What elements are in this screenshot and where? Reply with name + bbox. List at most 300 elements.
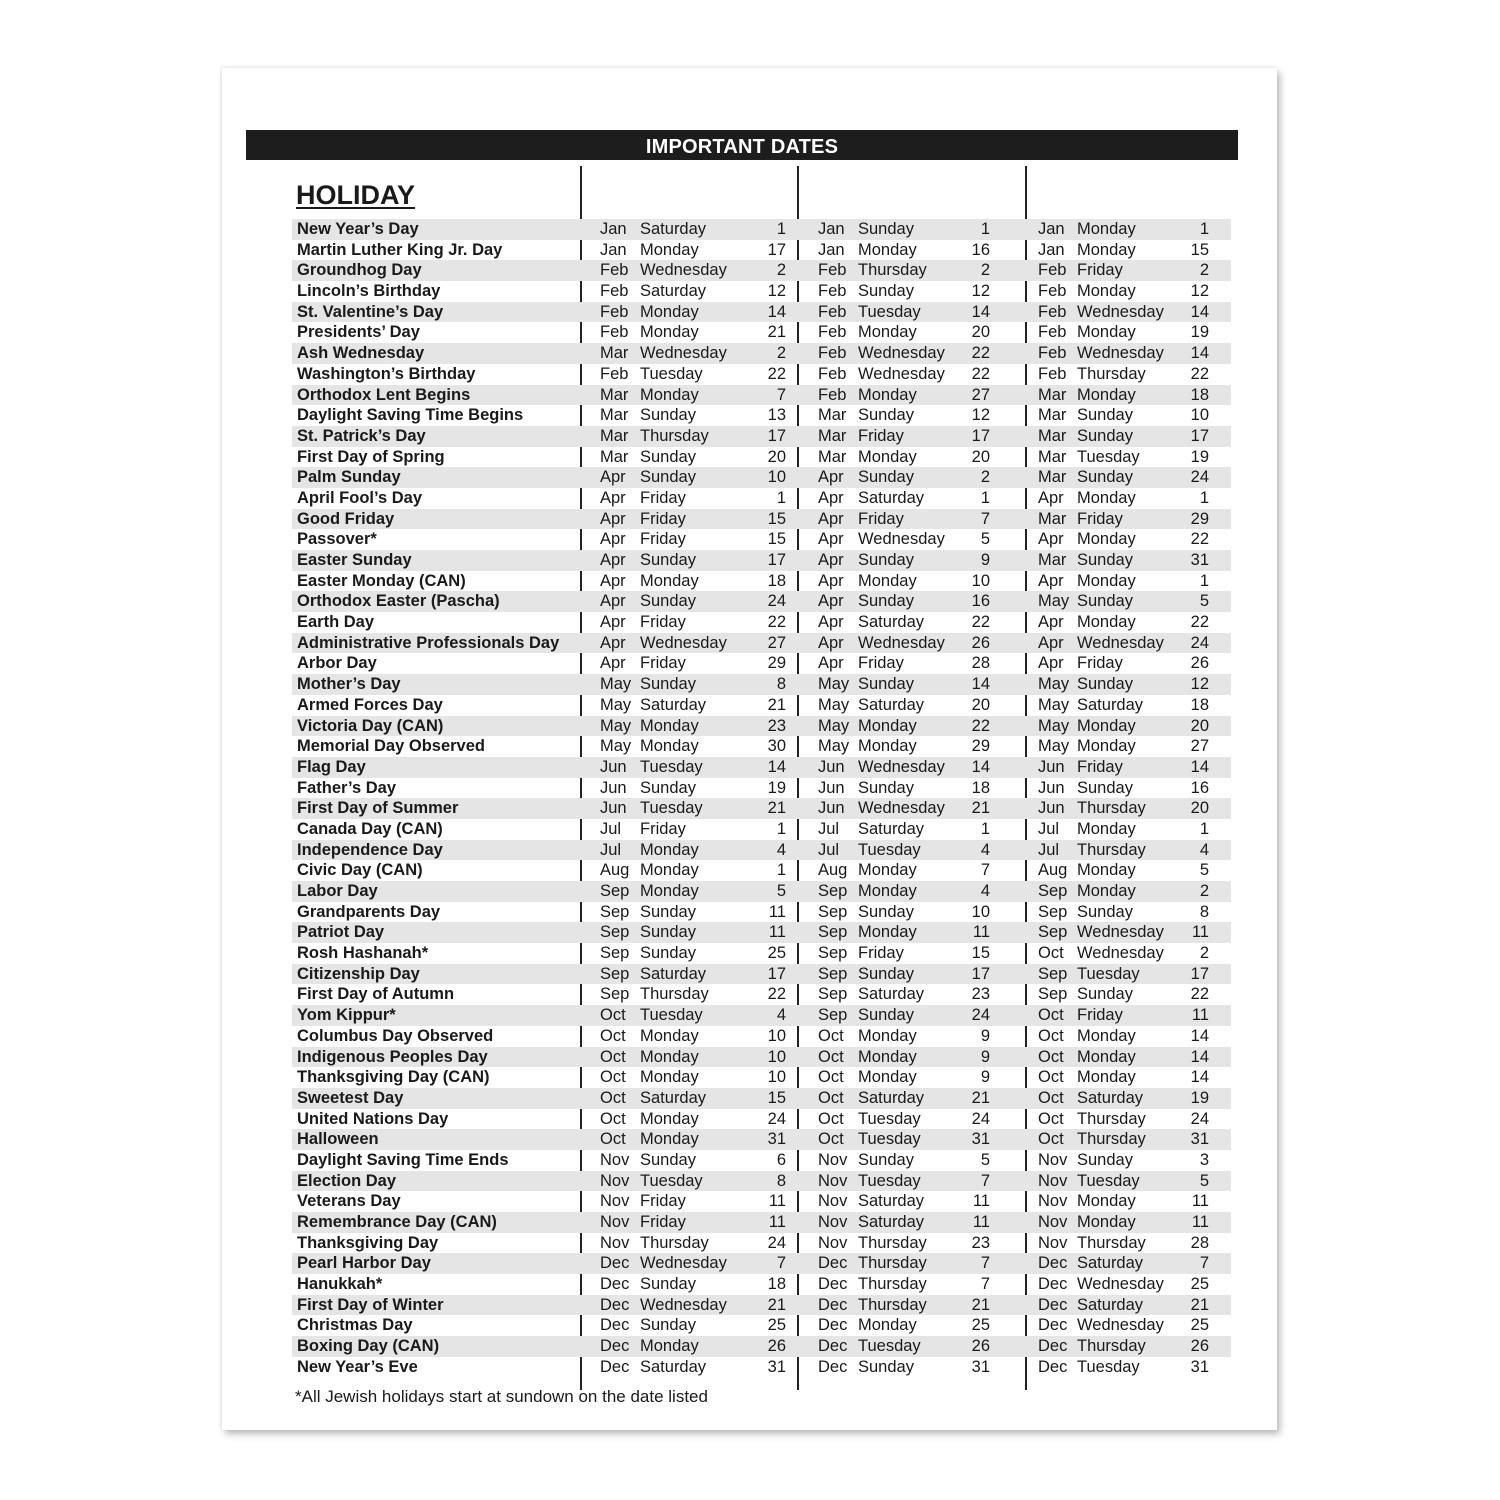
year-2-day: 23 [971,985,990,1004]
year-3-month: Apr [1038,633,1064,652]
year-3-day: 3 [1199,1150,1209,1169]
year-1-day: 11 [768,1192,786,1211]
holiday-name: Canada Day (CAN) [297,819,443,838]
year-2-weekday: Wednesday [858,344,945,363]
holiday-row [292,819,1231,840]
year-3-weekday: Wednesday [1077,923,1164,942]
year-1-day: 20 [767,447,786,466]
year-2-weekday: Sunday [858,592,914,611]
year-1-month: Jul [600,819,622,838]
year-2-day: 1 [980,819,990,838]
year-3-month: Oct [1038,1047,1064,1066]
year-3-weekday: Tuesday [1077,1357,1140,1376]
year-3-month: Nov [1038,1171,1068,1190]
holiday-row [292,922,1231,943]
year-2-weekday: Sunday [858,406,914,425]
year-2-month: Sep [818,944,848,963]
year-1-day: 15 [767,530,786,549]
year-3-weekday: Saturday [1077,1295,1144,1314]
year-1-day: 2 [776,261,786,280]
year-3-weekday: Monday [1077,737,1136,756]
year-3-month: Dec [1038,1337,1068,1356]
year-1-month: Jan [600,220,627,238]
year-3-weekday: Sunday [1077,902,1133,921]
year-1-weekday: Sunday [640,1275,696,1294]
holiday-row [292,984,1231,1005]
year-2-month: Nov [818,1171,848,1190]
year-2-weekday: Sunday [858,778,914,797]
year-2-day: 22 [971,613,990,632]
year-1-day: 18 [767,1275,786,1294]
year-3-month: Mar [1038,551,1067,569]
year-3-month: May [1038,675,1070,694]
year-3-month: Nov [1038,1213,1068,1231]
year-3-weekday: Monday [1077,1026,1136,1045]
year-1-weekday: Sunday [640,1150,696,1169]
year-1-day: 4 [776,840,786,859]
year-2-day: 21 [971,1295,990,1314]
year-3-month: Mar [1038,468,1067,487]
year-1-weekday: Wednesday [640,633,727,652]
holiday-row [292,343,1231,364]
holiday-row [292,591,1231,612]
year-2-weekday: Friday [858,426,904,445]
holiday-name: Groundhog Day [297,261,422,280]
year-1-month: Mar [600,406,629,425]
year-2-weekday: Thursday [858,1275,927,1294]
year-1-month: Dec [600,1316,630,1335]
year-1-weekday: Tuesday [640,757,703,776]
year-2-day: 25 [971,1316,990,1335]
year-1-day: 6 [776,1150,786,1169]
year-2-month: May [818,716,850,735]
year-1-month: Mar [600,344,629,363]
holiday-name: Flag Day [297,757,366,776]
year-2-month: Jan [818,220,845,238]
year-1-weekday: Friday [640,819,686,838]
year-2-weekday: Friday [858,654,904,673]
year-2-day: 7 [980,1171,990,1190]
year-3-weekday: Monday [1077,716,1136,735]
year-1-month: May [600,716,632,735]
year-2-month: Feb [818,261,847,280]
year-1-month: Feb [600,364,629,383]
year-1-day: 17 [767,240,786,259]
year-1-weekday: Monday [640,302,699,321]
holiday-row [292,1088,1231,1109]
year-1-weekday: Sunday [640,592,696,611]
year-3-day: 21 [1190,1295,1209,1314]
holiday-row [292,1171,1231,1192]
year-1-month: Feb [600,261,629,280]
year-1-month: Sep [600,902,630,921]
year-1-month: Jan [600,240,627,259]
year-3-month: Jan [1038,220,1065,238]
holiday-name: Daylight Saving Time Ends [297,1150,509,1169]
year-1-day: 22 [767,985,786,1004]
year-1-weekday: Monday [640,1130,699,1149]
year-2-month: Feb [818,302,847,321]
holiday-row [292,757,1231,778]
year-1-month: Jun [600,778,627,797]
year-1-day: 31 [767,1357,786,1376]
year-1-weekday: Monday [640,1109,699,1128]
year-3-month: Aug [1038,861,1068,880]
year-2-day: 24 [971,1109,990,1128]
holiday-row [292,1295,1231,1316]
year-3-month: Jul [1038,819,1060,838]
year-2-month: Sep [818,902,848,921]
year-3-weekday: Sunday [1077,985,1133,1004]
year-1-month: Aug [600,861,630,880]
year-1-month: Sep [600,923,630,942]
holiday-row [292,509,1231,530]
year-1-weekday: Saturday [640,220,707,238]
year-1-month: Dec [600,1254,630,1273]
year-3-day: 19 [1190,447,1209,466]
year-2-month: Nov [818,1213,848,1231]
holiday-name: Columbus Day Observed [297,1026,494,1045]
year-3-weekday: Tuesday [1077,1171,1140,1190]
year-3-day: 2 [1199,261,1209,280]
year-3-month: Mar [1038,426,1067,445]
year-2-month: Feb [818,344,847,363]
year-2-weekday: Thursday [858,1295,927,1314]
year-3-weekday: Thursday [1077,1233,1146,1252]
holiday-name: Administrative Professionals Day [297,633,560,652]
year-1-weekday: Sunday [640,551,696,569]
year-3-weekday: Thursday [1077,1109,1146,1128]
year-1-day: 27 [767,633,786,652]
year-3-day: 15 [1190,240,1209,259]
year-2-weekday: Monday [858,737,917,756]
year-1-month: Apr [600,613,626,632]
year-3-weekday: Wednesday [1077,633,1164,652]
year-3-day: 7 [1199,1254,1209,1273]
year-2-weekday: Tuesday [858,1130,921,1149]
year-2-day: 22 [971,716,990,735]
holiday-row [292,1212,1231,1233]
year-2-month: Nov [818,1233,848,1252]
year-1-month: Apr [600,509,626,528]
holiday-name: Martin Luther King Jr. Day [297,240,503,259]
year-3-day: 27 [1190,737,1209,756]
year-3-day: 11 [1191,1192,1209,1211]
year-3-month: Jun [1038,778,1065,797]
year-3-month: Nov [1038,1192,1068,1211]
year-3-weekday: Monday [1077,613,1136,632]
year-3-day: 1 [1199,220,1209,238]
year-3-month: Oct [1038,1026,1064,1045]
year-1-day: 14 [767,302,786,321]
year-2-month: Nov [818,1192,848,1211]
year-2-month: Jun [818,799,845,818]
year-1-weekday: Tuesday [640,1171,703,1190]
year-3-month: May [1038,592,1070,611]
year-3-weekday: Monday [1077,1068,1136,1087]
year-2-month: Jun [818,757,845,776]
year-1-month: Feb [600,323,629,342]
holiday-row [292,488,1231,509]
year-1-weekday: Sunday [640,447,696,466]
year-2-weekday: Monday [858,385,917,404]
holiday-name: Mother’s Day [297,675,401,694]
year-2-weekday: Tuesday [858,1171,921,1190]
year-3-month: Feb [1038,344,1067,363]
year-3-month: Mar [1038,447,1067,466]
year-2-day: 14 [971,757,990,776]
holiday-row [292,964,1231,985]
year-2-month: Aug [818,861,848,880]
year-2-month: Apr [818,530,844,549]
year-3-day: 5 [1199,1171,1209,1190]
year-2-weekday: Saturday [858,1088,925,1107]
year-2-weekday: Wednesday [858,364,945,383]
year-1-month: Apr [600,530,626,549]
year-1-month: Jul [600,840,622,859]
year-1-day: 1 [776,861,786,880]
year-1-day: 10 [767,1026,786,1045]
year-2-month: Mar [818,426,847,445]
year-1-day: 15 [767,1088,786,1107]
holiday-row [292,1047,1231,1068]
year-1-weekday: Sunday [640,923,696,942]
year-3-month: Jun [1038,757,1065,776]
year-3-day: 22 [1190,530,1209,549]
year-3-month: Mar [1038,385,1067,404]
year-1-month: Jun [600,799,627,818]
year-3-month: Apr [1038,613,1064,632]
year-3-weekday: Thursday [1077,840,1146,859]
year-3-weekday: Monday [1077,1047,1136,1066]
year-1-day: 10 [767,468,786,487]
year-3-day: 26 [1190,654,1209,673]
year-2-weekday: Monday [858,882,917,900]
year-1-day: 26 [767,1337,786,1356]
year-2-weekday: Monday [858,571,917,590]
year-3-month: Feb [1038,323,1067,342]
holiday-row [292,881,1231,902]
holiday-name: Armed Forces Day [297,695,443,714]
year-3-day: 28 [1190,1233,1209,1252]
holiday-heading: HOLIDAY [296,180,416,210]
year-3-weekday: Sunday [1077,778,1133,797]
year-3-weekday: Wednesday [1077,1275,1164,1294]
year-3-day: 25 [1190,1275,1209,1294]
year-1-month: Apr [600,571,626,590]
year-2-month: Jul [818,840,840,859]
year-3-day: 14 [1190,757,1209,776]
year-3-month: Oct [1038,1088,1064,1107]
holiday-name: Ash Wednesday [297,344,425,363]
holiday-name: Good Friday [297,509,395,528]
year-3-weekday: Tuesday [1077,447,1140,466]
year-1-weekday: Friday [640,613,686,632]
year-1-weekday: Monday [640,716,699,735]
holiday-name: Easter Sunday [297,551,412,569]
year-2-weekday: Monday [858,716,917,735]
year-2-weekday: Tuesday [858,1337,921,1356]
holiday-row [292,840,1231,861]
year-1-month: May [600,695,632,714]
holiday-row [292,1274,1231,1295]
year-3-weekday: Friday [1077,654,1123,673]
year-3-month: May [1038,695,1070,714]
holiday-name: Victoria Day (CAN) [297,716,444,735]
year-3-weekday: Monday [1077,861,1136,880]
year-2-day: 29 [971,737,990,756]
holiday-name: Washington’s Birthday [297,364,476,383]
year-2-weekday: Saturday [858,1213,925,1231]
important-dates-banner: IMPORTANT DATES [246,130,1238,160]
year-2-month: Jan [818,240,845,259]
year-2-month: Oct [818,1088,844,1107]
year-2-month: Oct [818,1026,844,1045]
year-1-month: Apr [600,488,626,507]
year-3-weekday: Wednesday [1077,1316,1164,1335]
holiday-name: Passover* [297,530,377,549]
year-3-weekday: Thursday [1077,1130,1146,1149]
year-2-day: 11 [972,1213,990,1231]
year-2-day: 21 [971,799,990,818]
year-1-weekday: Monday [640,861,699,880]
year-2-day: 20 [971,447,990,466]
year-2-day: 9 [980,551,990,569]
year-2-weekday: Saturday [858,613,925,632]
year-2-day: 4 [980,882,990,900]
year-1-weekday: Tuesday [640,364,703,383]
holiday-name: Citizenship Day [297,964,420,983]
holiday-name: Civic Day (CAN) [297,861,423,880]
holiday-row [292,571,1231,592]
year-2-day: 11 [972,923,990,942]
year-3-weekday: Monday [1077,1213,1136,1231]
holiday-name: Easter Monday (CAN) [297,571,466,590]
year-2-day: 16 [971,592,990,611]
year-3-day: 19 [1190,323,1209,342]
year-2-day: 5 [980,530,990,549]
year-3-weekday: Saturday [1077,1088,1144,1107]
year-2-weekday: Saturday [858,985,925,1004]
year-3-month: Jan [1038,240,1065,259]
year-1-month: Dec [600,1337,630,1356]
year-2-weekday: Monday [858,923,917,942]
year-2-day: 9 [980,1068,990,1087]
year-1-weekday: Sunday [640,468,696,487]
year-2-month: Oct [818,1130,844,1149]
year-2-month: Apr [818,633,844,652]
holiday-name: Remembrance Day (CAN) [297,1213,497,1231]
year-1-month: Sep [600,882,630,900]
year-3-month: Jul [1038,840,1060,859]
year-2-month: Sep [818,1006,848,1025]
year-2-day: 2 [980,468,990,487]
year-1-day: 7 [776,385,786,404]
year-2-month: May [818,737,850,756]
year-2-day: 12 [971,282,990,301]
year-1-day: 22 [767,613,786,632]
year-3-month: Sep [1038,985,1068,1004]
year-1-day: 21 [767,1295,786,1314]
holiday-row [292,1357,1231,1378]
year-3-weekday: Monday [1077,882,1136,900]
year-3-weekday: Monday [1077,530,1136,549]
year-2-day: 1 [980,488,990,507]
year-1-day: 22 [767,364,786,383]
year-1-weekday: Monday [640,1068,699,1087]
year-1-day: 15 [767,509,786,528]
year-1-month: Apr [600,654,626,673]
holiday-name: First Day of Summer [297,799,459,818]
year-1-month: Oct [600,1026,626,1045]
year-3-month: Nov [1038,1150,1068,1169]
holiday-name: First Day of Autumn [297,985,455,1004]
year-2-weekday: Tuesday [858,302,921,321]
year-2-weekday: Monday [858,861,917,880]
year-3-weekday: Friday [1077,509,1123,528]
year-2-day: 12 [971,406,990,425]
year-3-day: 31 [1190,1130,1209,1149]
year-3-weekday: Wednesday [1077,944,1164,963]
year-3-day: 1 [1199,819,1209,838]
year-3-day: 19 [1190,1088,1209,1107]
year-2-weekday: Monday [858,240,917,259]
year-1-weekday: Monday [640,1026,699,1045]
holiday-row [292,1026,1231,1047]
year-1-month: Nov [600,1213,630,1231]
holiday-row [292,302,1231,323]
year-3-month: Sep [1038,882,1068,900]
holiday-row [292,240,1231,261]
year-1-weekday: Friday [640,488,686,507]
year-1-weekday: Tuesday [640,799,703,818]
year-2-day: 21 [971,1088,990,1107]
year-3-month: Mar [1038,406,1067,425]
year-1-month: Nov [600,1233,630,1252]
year-3-day: 11 [1191,923,1209,942]
year-2-day: 14 [971,302,990,321]
year-1-month: Feb [600,302,629,321]
year-2-month: Sep [818,964,848,983]
year-2-month: Feb [818,385,847,404]
year-3-weekday: Tuesday [1077,964,1140,983]
year-3-day: 24 [1190,633,1209,652]
holiday-row [292,467,1231,488]
year-1-weekday: Monday [640,840,699,859]
holiday-row [292,1315,1231,1336]
year-1-month: Nov [600,1150,630,1169]
year-1-day: 1 [776,819,786,838]
holiday-name: United Nations Day [297,1109,449,1128]
year-3-weekday: Monday [1077,240,1136,259]
year-3-month: Oct [1038,1130,1064,1149]
year-2-weekday: Thursday [858,261,927,280]
year-1-weekday: Sunday [640,675,696,694]
holiday-name: Orthodox Lent Begins [297,385,471,404]
holiday-name: Palm Sunday [297,468,401,487]
year-1-month: Dec [600,1357,630,1376]
year-3-day: 4 [1199,840,1209,859]
year-3-weekday: Monday [1077,488,1136,507]
year-2-month: Feb [818,282,847,301]
year-3-day: 18 [1190,385,1209,404]
year-3-day: 20 [1190,716,1209,735]
year-1-weekday: Tuesday [640,1006,703,1025]
year-1-day: 24 [767,1109,786,1128]
year-3-day: 1 [1199,571,1209,590]
year-2-month: Feb [818,364,847,383]
year-1-day: 11 [768,923,786,942]
